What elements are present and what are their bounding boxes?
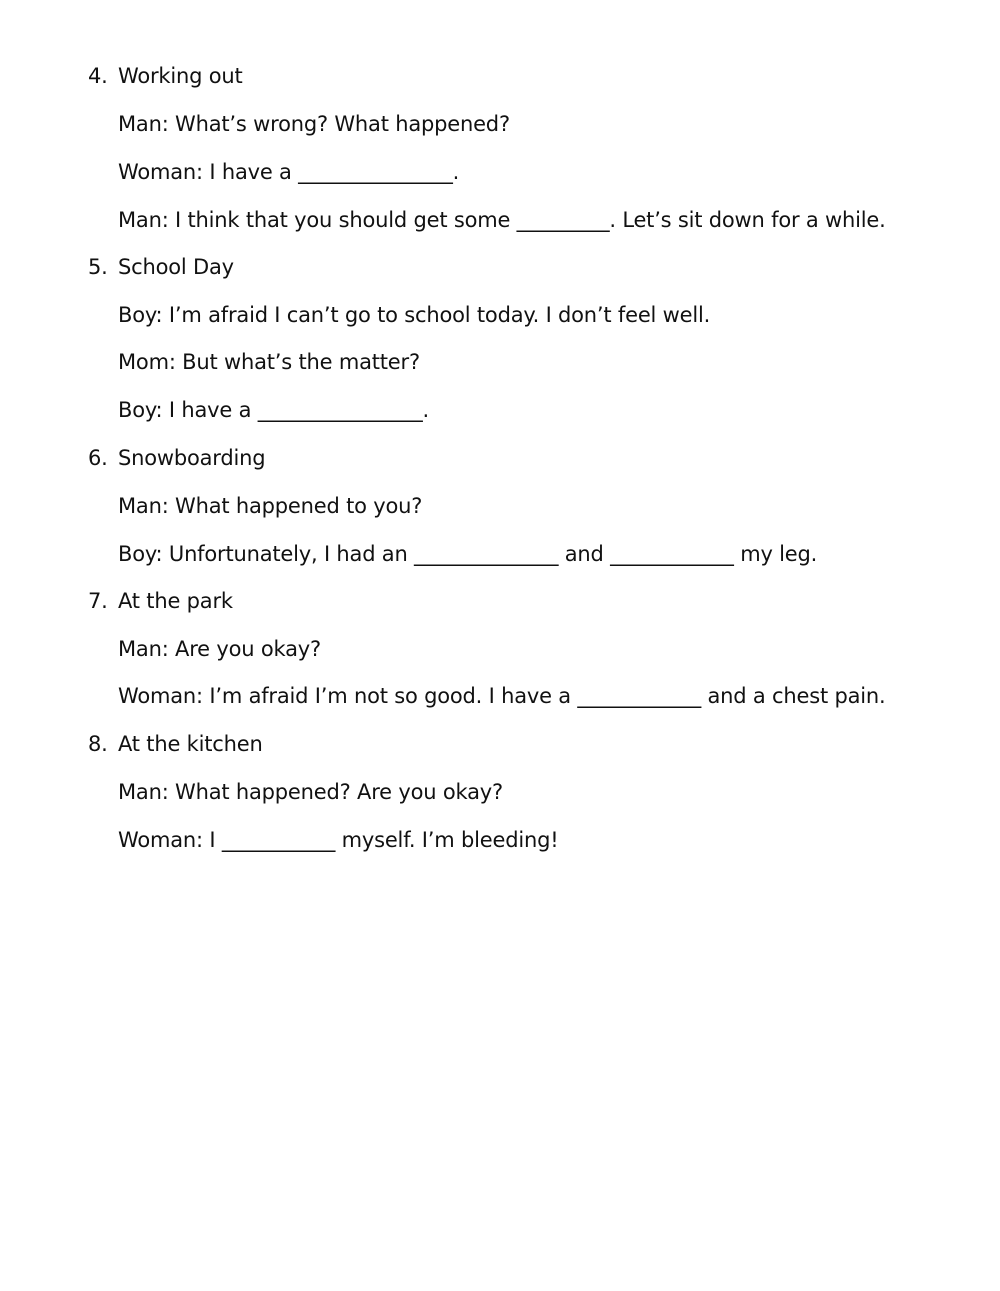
dialogue-line: Boy: I’m afraid I can’t go to school today. I don’t feel well. [118,303,711,327]
dialogue-line: Man: What’s wrong? What happened? [118,112,510,136]
item-heading [88,587,233,615]
item-number: 6. [88,446,108,470]
dialogue-line: Man: I think that you should get some _________. Let’s sit down for a while. [118,208,886,232]
dialogue-line: Man: What happened to you? [118,494,423,518]
item-heading [88,730,263,758]
item-title: At the kitchen [118,732,263,756]
dialogue-line: Woman: I ___________ myself. I’m bleeding! [118,828,559,852]
item-heading [88,253,234,281]
item-title: Snowboarding [118,446,266,470]
dialogue-line: Woman: I’m afraid I’m not so good. I have a ____________ and a chest pain. [118,684,886,708]
item-heading [88,444,265,472]
item-title: School Day [118,255,234,279]
dialogue-line: Boy: I have a ________________. [118,398,429,422]
dialogue-line: Man: Are you okay? [118,637,321,661]
item-heading [88,62,243,90]
dialogue-line: Mom: But what’s the matter? [118,350,420,374]
item-title: At the park [118,589,233,613]
dialogue-line: Man: What happened? Are you okay? [118,780,503,804]
item-number: 8. [88,732,108,756]
item-title: Working out [118,64,243,88]
dialogue-line: Boy: Unfortunately, I had an ______________ and ____________ my leg. [118,542,818,566]
dialogue-line: Woman: I have a _______________. [118,160,460,184]
item-number: 5. [88,255,108,279]
item-number: 7. [88,589,108,613]
item-number: 4. [88,64,108,88]
